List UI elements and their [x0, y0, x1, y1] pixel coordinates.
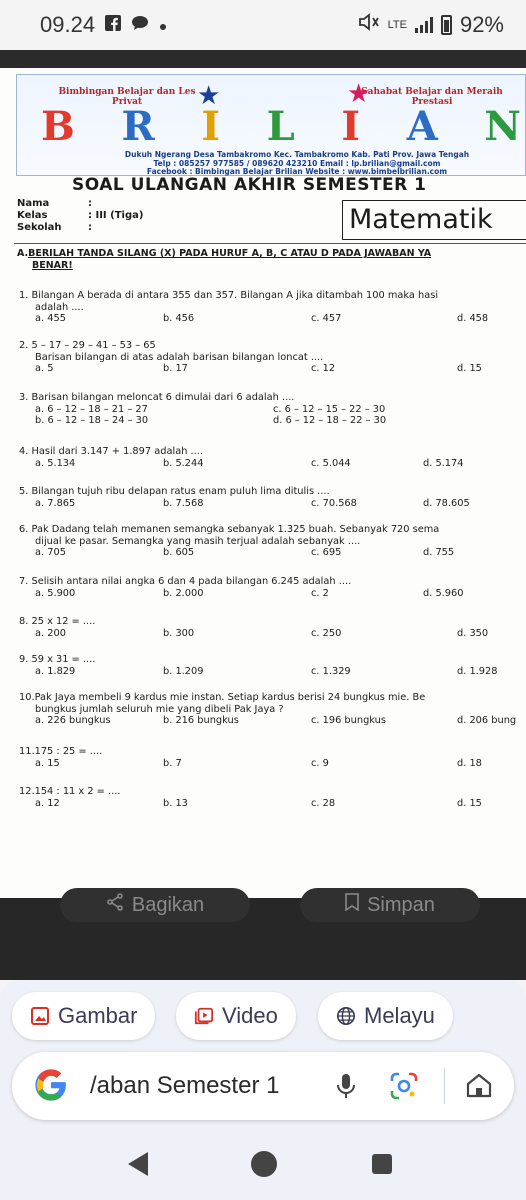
instruction-line-2: BENAR!	[32, 260, 73, 271]
subject-box: Matematik	[342, 200, 526, 240]
option-c: c. 12	[311, 363, 336, 374]
option-c: c. 28	[311, 797, 336, 809]
question-number: 5.	[19, 486, 29, 497]
video-icon	[194, 1006, 214, 1026]
banner-right-tagline: Sahabat Belajar dan Meraih Prestasi	[361, 87, 503, 107]
logo-letter: I	[341, 103, 361, 150]
answer-options	[19, 404, 526, 416]
field-value-sekolah: :	[88, 222, 92, 233]
question-text: 154 : 11 x 2 = ....	[34, 786, 121, 797]
option-d: d. 350	[457, 627, 489, 639]
question-text: Pak Dadang telah memanen semangka sebanyak 1.325 buah. Sebanyak 720 sema	[31, 524, 440, 535]
option-c: c. 5.044	[311, 457, 351, 469]
question-text: 175 : 25 = ....	[34, 746, 103, 757]
answer-options	[19, 547, 526, 559]
chip-language[interactable]	[318, 992, 453, 1040]
question-11	[19, 746, 526, 769]
option-a: a. 6 – 12 – 18 – 21 – 27	[35, 403, 148, 415]
option-b: b. 300	[163, 627, 195, 639]
field-label-nama: Nama	[17, 198, 50, 209]
answer-options	[19, 363, 526, 375]
option-a: a. 5	[35, 363, 54, 374]
question-number: 10.	[19, 692, 35, 703]
question-4	[19, 446, 526, 469]
option-d: d. 6 – 12 – 18 – 22 – 30	[273, 415, 387, 426]
option-a: a. 12	[35, 797, 60, 809]
option-a: a. 226 bungkus	[35, 715, 111, 726]
chat-notification-icon	[131, 15, 149, 35]
question-number: 1.	[19, 290, 29, 301]
question-number: 2.	[19, 340, 29, 351]
network-type: LTE	[387, 19, 407, 31]
question-text: dijual ke pasar. Semangka yang masih terjual adalah sebanyak ....	[35, 535, 361, 547]
question-number: 6.	[19, 524, 29, 535]
answer-options	[19, 666, 526, 678]
question-text: Barisan bilangan di atas adalah barisan bilangan loncat ....	[35, 351, 324, 363]
battery-icon	[441, 15, 452, 35]
question-text: Hasil dari 3.147 + 1.897 adalah ....	[31, 446, 203, 457]
option-c: c. 250	[311, 627, 342, 639]
option-a: a. 15	[35, 757, 60, 769]
option-d: d. 5.174	[423, 457, 464, 469]
chip-video[interactable]	[176, 992, 296, 1040]
option-a: a. 7.865	[35, 497, 76, 509]
option-b: b. 2.000	[163, 587, 204, 599]
back-icon[interactable]	[128, 1152, 148, 1176]
answer-options	[19, 498, 526, 510]
option-b: b. 605	[163, 547, 195, 558]
star-icon: ★	[197, 81, 221, 111]
option-c: c. 196 bungkus	[311, 715, 386, 726]
option-d: d. 15	[457, 363, 482, 374]
logo-letter: A	[406, 103, 438, 150]
banner-logo-letters	[41, 105, 521, 149]
battery-percent: 92%	[459, 12, 504, 37]
question-text: Bilangan A berada di antara 355 dan 357. Bilangan A jika ditambah 100 maka hasi	[31, 290, 439, 301]
option-d: d. 5.960	[423, 587, 464, 599]
option-c: c. 70.568	[311, 497, 357, 509]
question-number: 7.	[19, 576, 29, 587]
answer-options	[19, 458, 526, 470]
share-label: Bagikan	[131, 893, 205, 916]
option-b: b. 13	[163, 797, 188, 809]
question-5	[19, 486, 526, 509]
share-button[interactable]	[60, 888, 250, 922]
field-value-kelas: : III (Tiga)	[88, 210, 144, 221]
brilian-banner	[16, 74, 526, 176]
option-d: d. 18	[457, 757, 482, 769]
answer-options	[19, 758, 526, 770]
option-b: b. 216 bungkus	[163, 715, 239, 726]
image-icon	[30, 1006, 50, 1026]
save-label: Simpan	[367, 893, 435, 916]
logo-letter: N	[484, 103, 521, 150]
question-1	[19, 290, 526, 325]
worksheet-title: SOAL ULANGAN AKHIR SEMESTER 1	[72, 175, 427, 195]
option-a: a. 705	[35, 547, 66, 558]
worksheet-image[interactable]	[0, 68, 526, 898]
home-icon[interactable]	[464, 1070, 494, 1100]
dot-indicator-icon	[159, 16, 167, 35]
instruction-prefix: A.	[17, 248, 29, 259]
field-label-sekolah: Sekolah	[17, 222, 62, 233]
logo-letter: B	[41, 103, 75, 150]
save-button[interactable]	[300, 888, 480, 922]
option-a: a. 200	[35, 627, 66, 639]
question-text: 25 x 12 = ....	[31, 616, 96, 627]
instruction	[17, 248, 526, 272]
option-a: a. 455	[35, 313, 66, 324]
google-lens-icon[interactable]	[388, 1070, 420, 1102]
question-text: Barisan bilangan meloncat 6 dimulai dari 6 adalah ....	[31, 392, 295, 403]
answer-options	[19, 628, 526, 640]
chip-label: Melayu	[364, 1003, 435, 1028]
option-d: d. 78.605	[423, 497, 470, 509]
question-text: Bilangan tujuh ribu delapan ratus enam puluh lima ditulis ....	[31, 486, 330, 497]
signal-icon	[415, 17, 433, 33]
option-d: d. 1.928	[457, 665, 498, 677]
option-d: d. 755	[423, 547, 455, 558]
option-d: d. 458	[457, 313, 489, 324]
recent-apps-icon[interactable]	[372, 1154, 392, 1174]
question-2	[19, 340, 526, 375]
home-nav-icon[interactable]	[251, 1151, 277, 1177]
option-c: c. 695	[311, 547, 342, 558]
question-3	[19, 392, 526, 427]
option-b: b. 5.244	[163, 457, 204, 469]
question-number: 9.	[19, 654, 29, 665]
mute-icon	[358, 12, 380, 38]
share-icon	[106, 893, 124, 917]
globe-icon	[336, 1006, 356, 1026]
chip-images[interactable]	[12, 992, 155, 1040]
facebook-notification-icon	[105, 15, 121, 35]
divider	[444, 1068, 445, 1104]
option-d: d. 15	[457, 797, 482, 809]
question-text: adalah ....	[35, 301, 84, 313]
viewer-top-frame	[0, 50, 526, 68]
bookmark-icon	[345, 893, 359, 917]
search-bar[interactable]	[12, 1052, 514, 1120]
question-6	[19, 524, 526, 559]
divider	[14, 243, 526, 244]
answer-options	[19, 313, 526, 325]
chip-label: Video	[222, 1003, 278, 1028]
banner-address: Dukuh Ngerang Desa Tambakromo Kec. Tambakromo Kab. Pati Prov. Jawa Tengah	[124, 150, 470, 159]
chip-label: Gambar	[58, 1003, 138, 1028]
option-b: b. 1.209	[163, 665, 204, 677]
question-number: 11.	[19, 746, 35, 757]
star-icon: ★	[347, 79, 371, 109]
search-query-text[interactable]: /aban Semester 1	[90, 1072, 280, 1099]
status-time: 09.24	[40, 12, 96, 37]
question-10	[19, 692, 526, 727]
option-b: b. 17	[163, 363, 188, 374]
question-number: 3.	[19, 392, 29, 403]
banner-left-tagline: Bimbingan Belajar dan Les Privat	[58, 87, 196, 107]
question-text: bungkus jumlah seluruh mie yang dibeli Pak Jaya ?	[35, 703, 284, 715]
banner-phone: Telp : 085257 977585 / 089620 423210 Email : lp.brilian@gmail.com	[153, 158, 441, 168]
system-nav-bar	[0, 1130, 526, 1200]
question-text: 5 – 17 – 29 – 41 – 53 – 65	[31, 340, 156, 351]
option-b: b. 7.568	[163, 497, 204, 509]
answer-options	[19, 415, 526, 427]
option-a: a. 5.134	[35, 457, 76, 469]
field-value-nama: :	[88, 198, 92, 209]
instruction-line-1: BERILAH TANDA SILANG (X) PADA HURUF A, B, C ATAU D PADA JAWABAN YA	[28, 248, 432, 259]
question-number: 4.	[19, 446, 29, 457]
banner-contact-info	[77, 151, 517, 177]
option-a: a. 5.900	[35, 587, 76, 599]
option-b: b. 6 – 12 – 18 – 24 – 30	[35, 415, 149, 426]
logo-letter: R	[121, 103, 155, 150]
question-7	[19, 576, 526, 599]
option-c: c. 1.329	[311, 665, 351, 677]
banner-social: Facebook : Bimbingan Belajar Brilian Website : www.bimbelbrilian.com	[146, 167, 448, 176]
status-bar	[0, 0, 526, 50]
question-text: Pak Jaya membeli 9 kardus mie instan. Setiap kardus berisi 24 bungkus mie. Be	[34, 692, 426, 703]
google-g-icon	[34, 1068, 68, 1109]
option-d: d. 206 bung	[457, 715, 517, 726]
question-number: 12.	[19, 786, 35, 797]
answer-options	[19, 715, 526, 727]
question-text: Selisih antara nilai angka 6 dan 4 pada bilangan 6.245 adalah ....	[31, 576, 352, 587]
question-text: 59 x 31 = ....	[31, 654, 96, 665]
option-c: c. 457	[311, 313, 342, 324]
logo-letter: I	[201, 103, 221, 150]
logo-letter: L	[266, 103, 295, 150]
field-label-kelas: Kelas	[17, 210, 48, 221]
answer-options	[19, 798, 526, 810]
question-12	[19, 786, 526, 809]
option-c: c. 6 – 12 – 15 – 22 – 30	[273, 403, 386, 415]
option-b: b. 456	[163, 313, 195, 324]
option-a: a. 1.829	[35, 665, 76, 677]
question-9	[19, 654, 526, 677]
option-c: c. 2	[311, 587, 329, 599]
option-b: b. 7	[163, 757, 182, 769]
question-8	[19, 616, 526, 639]
question-number: 8.	[19, 616, 29, 627]
option-c: c. 9	[311, 757, 329, 769]
answer-options	[19, 588, 526, 600]
microphone-icon[interactable]	[330, 1070, 362, 1102]
